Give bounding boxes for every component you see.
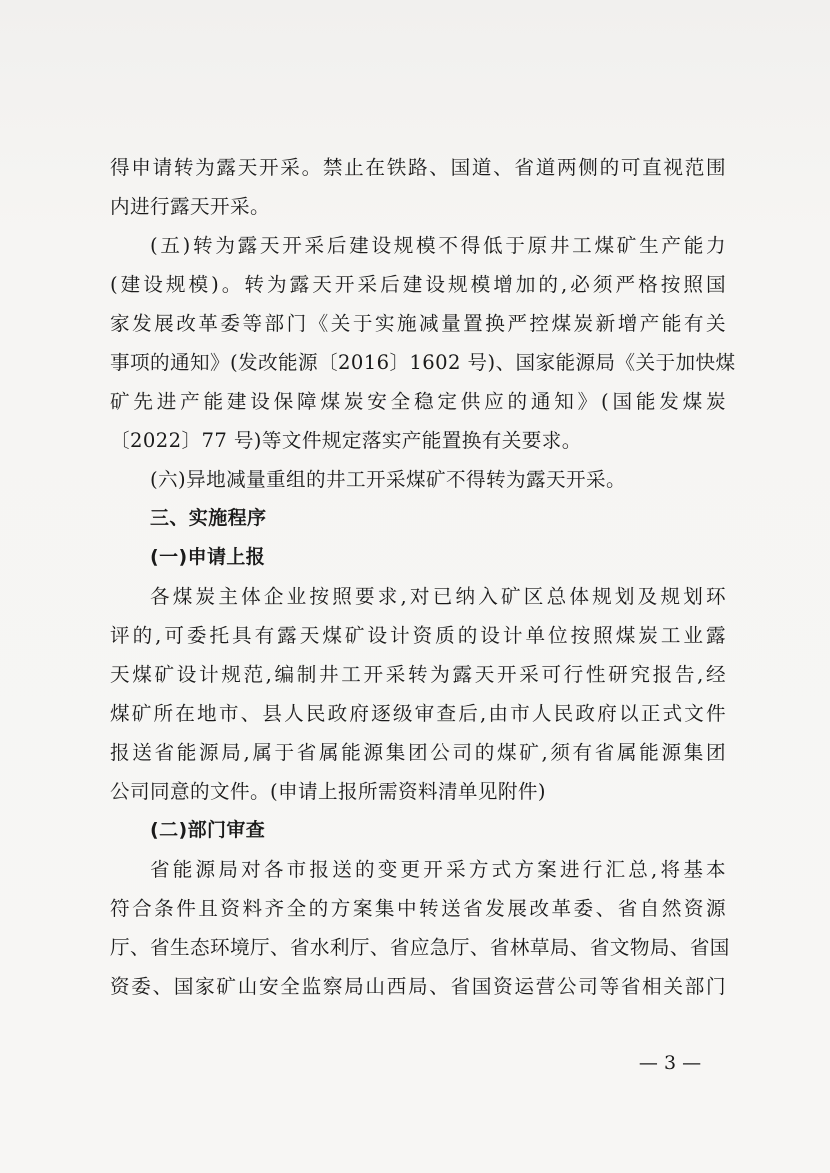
paragraph-line: (建设规模)。转为露天开采后建设规模增加的,必须严格按照国: [110, 273, 726, 296]
paragraph-line: 内进行露天开采。: [110, 195, 270, 218]
paragraph-line: 公司同意的文件。(申请上报所需资料清单见附件): [110, 780, 546, 803]
paragraph-line: 厅、省生态环境厅、省水利厅、省应急厅、省林草局、省文物局、省国: [110, 936, 730, 959]
document-body: [110, 148, 736, 1006]
paragraph-line: 煤矿所在地市、县人民政府逐级审查后,由市人民政府以正式文件: [110, 702, 726, 725]
paragraph-line: 得申请转为露天开采。禁止在铁路、国道、省道两侧的可直视范围: [110, 156, 726, 179]
paragraph-line: (六)异地减量重组的井工开采煤矿不得转为露天开采。: [150, 468, 626, 491]
paragraph-line: 天煤矿设计规范,编制井工开采转为露天开采可行性研究报告,经: [110, 663, 726, 686]
paragraph-line: 事项的通知》(发改能源〔2016〕1602 号)、国家能源局《关于加快煤: [110, 351, 736, 374]
paragraph-line: 矿先进产能建设保障煤炭安全稳定供应的通知》(国能发煤炭: [110, 390, 726, 413]
paragraph-line: 符合条件且资料齐全的方案集中转送省发展改革委、省自然资源: [110, 897, 726, 920]
paragraph-line: 〔2022〕77 号)等文件规定落实产能置换有关要求。: [110, 429, 582, 452]
paragraph-line: 资委、国家矿山安全监察局山西局、省国资运营公司等省相关部门: [110, 975, 726, 998]
section-heading: (一)申请上报: [150, 546, 266, 568]
paragraph-line: 评的,可委托具有露天煤矿设计资质的设计单位按照煤炭工业露: [110, 624, 726, 647]
page-number: — 3 —: [638, 1052, 702, 1074]
paragraph-line: 家发展改革委等部门《关于实施减量置换严控煤炭新增产能有关: [110, 312, 726, 335]
paragraph-line: (五)转为露天开采后建设规模不得低于原井工煤矿生产能力: [150, 234, 726, 257]
paragraph-line: 省能源局对各市报送的变更开采方式方案进行汇总,将基本: [150, 858, 726, 881]
section-heading: 三、实施程序: [150, 507, 267, 529]
section-heading: (二)部门审查: [150, 819, 266, 841]
paragraph-line: 各煤炭主体企业按照要求,对已纳入矿区总体规划及规划环: [150, 585, 726, 608]
paragraph-line: 报送省能源局,属于省属能源集团公司的煤矿,须有省属能源集团: [110, 741, 726, 764]
